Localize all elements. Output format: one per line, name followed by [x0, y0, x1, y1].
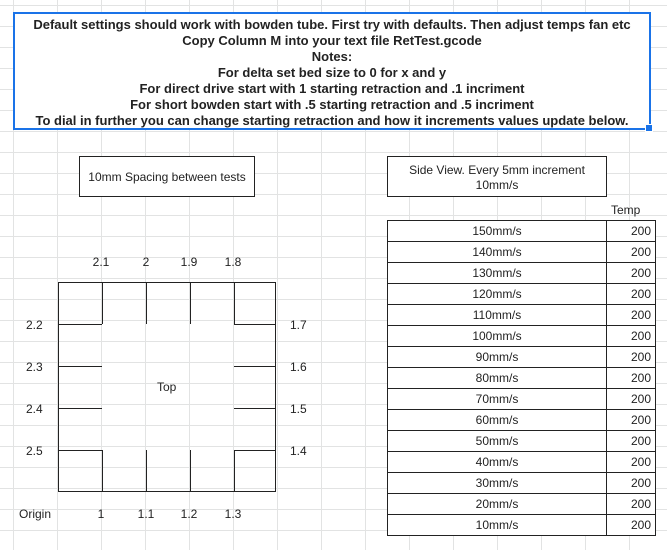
speed-cell[interactable]: 70mm/s — [388, 389, 607, 410]
speed-cell[interactable]: 120mm/s — [388, 284, 607, 305]
speed-cell[interactable]: 10mm/s — [388, 515, 607, 536]
tick-mark — [190, 282, 191, 324]
tick-mark — [102, 450, 103, 492]
table-row — [388, 410, 656, 431]
right-label: 1.6 — [290, 360, 307, 374]
temp-cell[interactable]: 200 — [607, 452, 656, 473]
tick-mark — [234, 450, 235, 492]
bottom-label: 1.3 — [224, 507, 242, 521]
tick-mark — [146, 282, 147, 324]
speed-temp-table — [387, 220, 656, 536]
table-row — [388, 347, 656, 368]
speed-cell[interactable]: 80mm/s — [388, 368, 607, 389]
speed-cell[interactable]: 90mm/s — [388, 347, 607, 368]
speed-cell[interactable]: 130mm/s — [388, 263, 607, 284]
origin-label: Origin — [19, 507, 52, 521]
right-label: 1.4 — [290, 444, 307, 458]
side-view-box[interactable] — [387, 156, 607, 197]
notes-line: Notes: — [311, 49, 353, 64]
table-row — [388, 242, 656, 263]
table-row — [388, 326, 656, 347]
speed-cell[interactable]: 50mm/s — [388, 431, 607, 452]
table-row — [388, 368, 656, 389]
temp-cell[interactable]: 200 — [607, 305, 656, 326]
bottom-label: 1 — [97, 507, 105, 521]
table-row — [388, 305, 656, 326]
table-row — [388, 515, 656, 536]
tick-mark — [234, 366, 276, 367]
speed-cell[interactable]: 150mm/s — [388, 221, 607, 242]
table-row — [388, 452, 656, 473]
speed-cell[interactable]: 60mm/s — [388, 410, 607, 431]
tick-mark — [234, 282, 235, 324]
tick-mark — [58, 450, 102, 451]
speed-cell[interactable]: 30mm/s — [388, 473, 607, 494]
speed-cell[interactable]: 100mm/s — [388, 326, 607, 347]
tick-mark — [190, 450, 191, 492]
bottom-label: 1.1 — [137, 507, 155, 521]
resize-handle[interactable] — [645, 124, 653, 132]
temp-cell[interactable]: 200 — [607, 473, 656, 494]
temp-cell[interactable]: 200 — [607, 263, 656, 284]
temp-cell[interactable]: 200 — [607, 326, 656, 347]
temp-cell[interactable]: 200 — [607, 389, 656, 410]
tick-mark — [58, 366, 102, 367]
right-label: 1.7 — [290, 318, 307, 332]
speed-cell[interactable]: 110mm/s — [388, 305, 607, 326]
side-view-title: Side View. Every 5mm increment — [409, 163, 585, 177]
tick-mark — [234, 408, 276, 409]
bottom-label: 1.2 — [180, 507, 198, 521]
notes-line: Default settings should work with bowden tube. First try with defaults. Then adjust temps fan etc — [33, 17, 631, 32]
speed-cell[interactable]: 140mm/s — [388, 242, 607, 263]
spacing-label: 10mm Spacing between tests — [88, 170, 246, 184]
tick-mark — [234, 324, 276, 325]
spacing-label-box[interactable] — [79, 156, 255, 197]
speed-cell[interactable]: 20mm/s — [388, 494, 607, 515]
notes-line: To dial in further you can change starting retraction and how it increments values update below. — [35, 113, 629, 128]
speed-cell[interactable]: 40mm/s — [388, 452, 607, 473]
notes-line: For delta set bed size to 0 for x and y — [217, 65, 447, 80]
left-label: 2.4 — [26, 402, 43, 416]
top-label: 1.9 — [180, 255, 198, 269]
side-view-speed: 10mm/s — [475, 178, 519, 192]
temp-cell[interactable]: 200 — [607, 347, 656, 368]
top-label: 2.1 — [92, 255, 110, 269]
left-label: 2.2 — [26, 318, 43, 332]
tick-mark — [58, 408, 102, 409]
notes-line: For direct drive start with 1 starting retraction and .1 incriment — [139, 81, 525, 96]
temp-cell[interactable]: 200 — [607, 431, 656, 452]
right-label: 1.5 — [290, 402, 307, 416]
table-row — [388, 389, 656, 410]
temp-cell[interactable]: 200 — [607, 515, 656, 536]
temp-cell[interactable]: 200 — [607, 242, 656, 263]
tick-mark — [146, 450, 147, 492]
temp-header: Temp — [611, 203, 641, 217]
table-row — [388, 494, 656, 515]
top-label: 2 — [142, 255, 150, 269]
table-row — [388, 221, 656, 242]
temp-cell[interactable]: 200 — [607, 494, 656, 515]
table-row — [388, 473, 656, 494]
left-label: 2.5 — [26, 444, 43, 458]
notes-line: Copy Column M into your text file RetTest.gcode — [182, 33, 482, 48]
temp-cell[interactable]: 200 — [607, 410, 656, 431]
table-row — [388, 284, 656, 305]
tick-mark — [102, 282, 103, 324]
temp-cell[interactable]: 200 — [607, 368, 656, 389]
notes-textbox[interactable] — [13, 12, 651, 130]
notes-line: For short bowden start with .5 starting retraction and .5 incriment — [130, 97, 534, 112]
left-label: 2.3 — [26, 360, 43, 374]
top-label: 1.8 — [224, 255, 242, 269]
table-row — [388, 431, 656, 452]
tick-mark — [234, 450, 276, 451]
top-view-center-label: Top — [157, 380, 177, 394]
temp-cell[interactable]: 200 — [607, 284, 656, 305]
table-row — [388, 263, 656, 284]
temp-cell[interactable]: 200 — [607, 221, 656, 242]
tick-mark — [58, 324, 102, 325]
